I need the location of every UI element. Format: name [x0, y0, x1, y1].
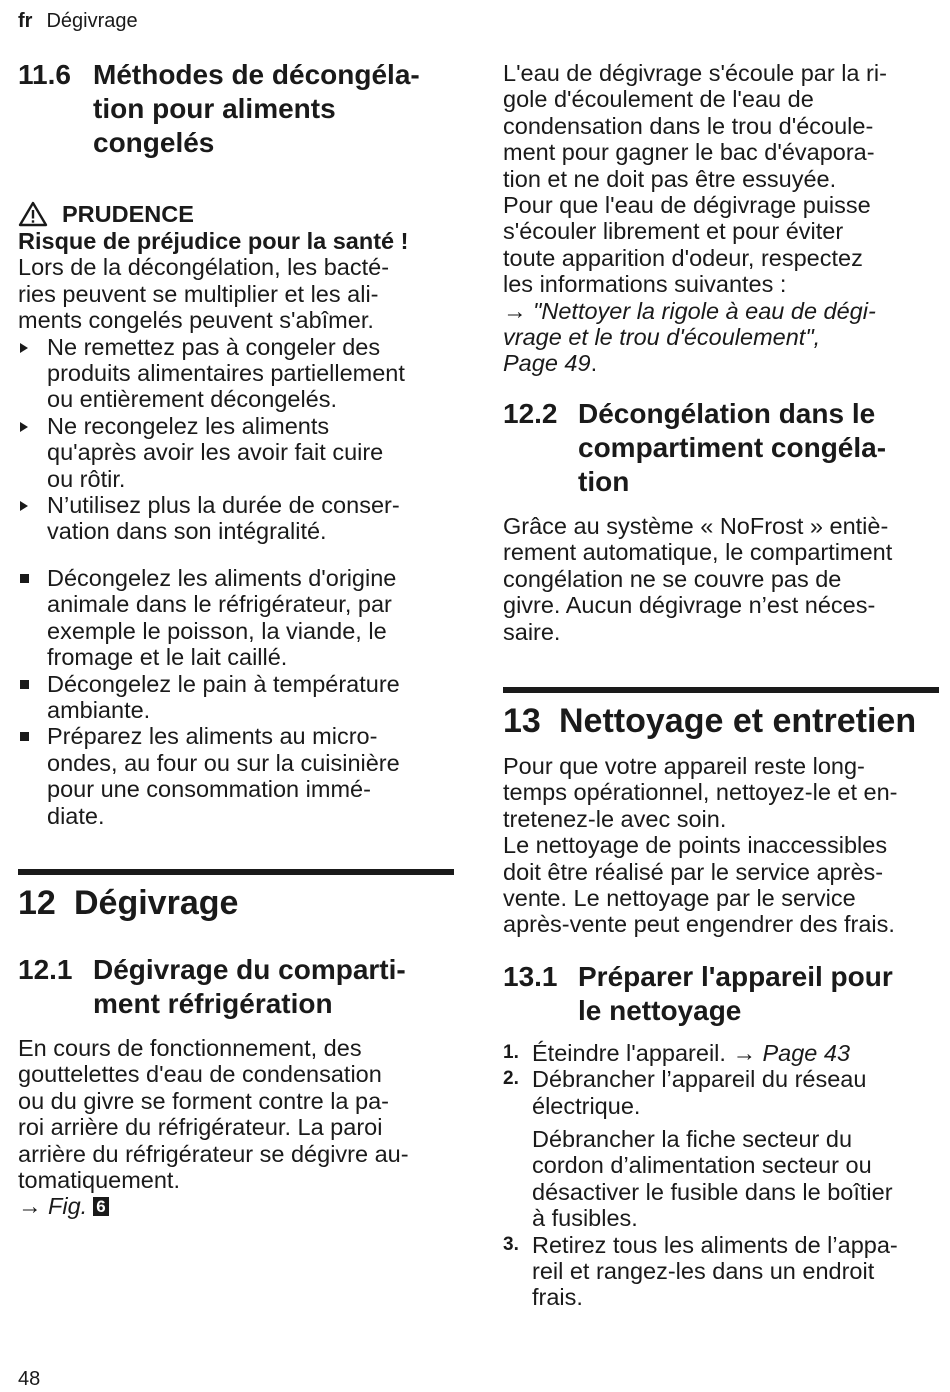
running-header	[18, 10, 138, 33]
header-section: Dégivrage	[46, 10, 138, 32]
square-bullet-icon	[20, 574, 29, 583]
list-item: N’utilisez plus la durée de conser- vation dans son intégralité.	[18, 492, 454, 545]
heading-12-2	[503, 397, 939, 499]
left-column	[18, 58, 454, 1220]
warning-triangle-icon	[18, 201, 48, 227]
caution-bullets	[18, 334, 454, 545]
list-item: Ne remettez pas à congeler des produits alimentaires partiellement ou entièrement décongelés.	[18, 334, 454, 413]
triangle-bullet-icon	[20, 422, 28, 432]
thaw-tips-list	[18, 565, 454, 829]
square-bullet-icon	[20, 680, 29, 689]
figure-number-badge: 6	[93, 1197, 108, 1216]
section-12-2-text: Grâce au système « NoFrost » entiè- rement automatique, le compartiment congélation ne se couvre pas de givre. Aucun dégivrage n’est néces- saire.	[503, 512, 893, 645]
step-number: 3.	[503, 1233, 519, 1255]
caution-text: Lors de la décongélation, les bacté- ries peuvent se multiplier et les ali- ments congelés peuvent s'abîmer.	[18, 254, 390, 334]
heading-13-1	[503, 960, 939, 1028]
step-item: 1. Éteindre l'appareil. → Page 43	[503, 1039, 851, 1066]
list-item: Préparez les aliments au micro- ondes, au four ou sur la cuisinière pour une consommation immé- diate.	[18, 723, 454, 829]
right-column	[503, 60, 939, 1311]
heading-11-6	[18, 58, 454, 160]
step-item: 3. Retirez tous les aliments de l’appa- reil et rangez-les dans un endroit frais.	[503, 1231, 898, 1311]
caution-block	[18, 200, 454, 545]
caution-subtitle: Risque de préjudice pour la santé !	[18, 228, 409, 254]
chapter-title: Nettoyage et entretien	[559, 701, 917, 740]
step-number: 2.	[503, 1068, 519, 1090]
heading-text: Dégivrage du comparti- ment réfrigération	[93, 953, 406, 1019]
triangle-bullet-icon	[20, 343, 28, 353]
heading-text: Décongélation dans le compartiment congéla- tion	[578, 397, 887, 497]
heading-number: 12.2	[503, 397, 558, 429]
heading-number: 11.6	[18, 59, 71, 90]
caution-label: PRUDENCE	[62, 201, 194, 227]
defrost-water-text: L'eau de dégivrage s'écoule par la ri- gole d'écoulement de l'eau de condensation dans le trou d'écoule- ment pour gagner le bac d'évapora- tion et ne doit pas être essuyée. Pour que l'eau de dégivrage puisse s'écouler librement et pour éviter toute apparition d'odeur, respectez les informations suivantes : → "Nettoyer la rigole à eau de dégi- vrage et le trou d'écoulement", Page 49.	[503, 60, 887, 377]
preparation-steps	[503, 1040, 939, 1311]
chapter-number: 12	[18, 883, 56, 922]
cleaning-reference-link[interactable]: → "Nettoyer la rigole à eau de dégi- vrage et le trou d'écoulement", Page 49	[503, 297, 876, 377]
section-12-1-text: En cours de fonctionnement, des gouttelettes d'eau de condensation ou du givre se forment contre la pa- roi arrière du réfrigérateur. La paroi arrière du réfrigérateur se dégivre au- tomatiquement. → Fig. 6	[18, 1034, 409, 1220]
heading-text: Méthodes de décongéla- tion pour aliments congelés	[93, 59, 420, 158]
figure-reference-link[interactable]: → Fig.	[18, 1193, 88, 1220]
chapter-12-heading	[18, 869, 454, 923]
page-reference-link[interactable]: Page 43	[762, 1039, 851, 1066]
heading-12-1	[18, 953, 454, 1021]
chapter-number: 13	[503, 701, 541, 740]
list-item: Décongelez les aliments d'origine animale dans le réfrigérateur, par exemple le poisson, la viande, le fromage et le lait caillé.	[18, 565, 454, 671]
heading-text: Préparer l'appareil pour le nettoyage	[578, 960, 893, 1026]
chapter-13-text: Pour que votre appareil reste long- temps opérationnel, nettoyez-le et en- tretenez-le avec soin. Le nettoyage de points inaccessibles doit être réalisé par le service après- vente. Le nettoyage par le service après-vente peut engendrer des frais.	[503, 752, 898, 938]
chapter-title: Dégivrage	[74, 883, 239, 922]
triangle-bullet-icon	[20, 501, 28, 511]
list-item: Décongelez le pain à température ambiante.	[18, 671, 454, 724]
page-number: 48	[18, 1368, 41, 1390]
heading-number: 13.1	[503, 960, 558, 992]
heading-number: 12.1	[18, 953, 73, 985]
chapter-13-heading	[503, 687, 939, 741]
step-note: Débrancher la fiche secteur du cordon d’alimentation secteur ou désactiver le fusible dans le boîtier à fusibles.	[532, 1125, 893, 1232]
step-item: 2. Débrancher l’appareil du réseau électrique. Débrancher la fiche secteur du cordon d’alimentation secteur ou désactiver le fusible dans le boîtier à fusibles.	[503, 1066, 939, 1231]
list-item: Ne recongelez les aliments qu'après avoir les avoir fait cuire ou rôtir.	[18, 413, 454, 492]
language-code: fr	[18, 10, 33, 32]
square-bullet-icon	[20, 732, 29, 741]
step-number: 1.	[503, 1041, 519, 1063]
caution-title	[18, 200, 454, 228]
